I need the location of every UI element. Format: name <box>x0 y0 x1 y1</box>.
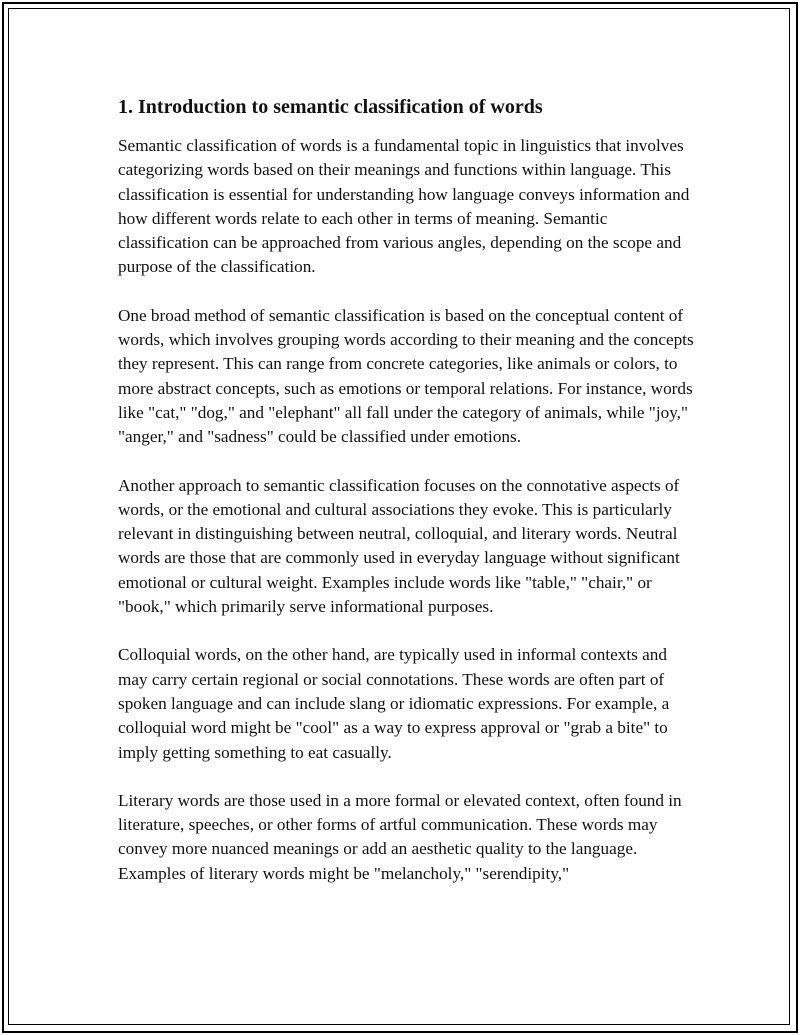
section-heading: 1. Introduction to semantic classification of words <box>118 96 543 118</box>
paragraph-connotative-aspects: Another approach to semantic classification focuses on the connotative aspects of words, or the emotional and cultural associations they evoke. This is particularly relevant in distinguishing between neutral, colloquial, and literary words. Neutral words are those that are commonly used in everyday language without significant emotional or cultural weight. Examples include words like "table," "chair," or "book," which primarily serve informational purposes. <box>118 475 680 617</box>
paragraph-colloquial-words: Colloquial words, on the other hand, are typically used in informal contexts and may carry certain regional or social connotations. These words are often part of spoken language and can include slang or idiomatic expressions. For example, a colloquial word might be "cool" as a way to express approval or "grab a bite" to imply getting something to eat casually. <box>118 645 670 762</box>
document-body <box>118 94 698 910</box>
paragraph-literary-words: Literary words are those used in a more formal or elevated context, often found in literature, speeches, or other forms of artful communication. These words may convey more nuanced meanings or add an aesthetic quality to the language. Examples of literary words might be "melancholy," "serendipity," <box>118 790 682 883</box>
paragraph-conceptual-content: One broad method of semantic classification is based on the conceptual content of words, which involves grouping words according to their meaning and the concepts they represent. This can range from concrete categories, like animals or colors, to more abstract concepts, such as emotions or temporal relations. For instance, words like "cat," "dog," and "elephant" all fall under the category of animals, while "joy," "anger," and "sadness" could be classified under emotions. <box>118 305 694 447</box>
paragraph-intro: Semantic classification of words is a fundamental topic in linguistics that involves categorizing words based on their meanings and functions within language. This classification is essential for understanding how language conveys information and how different words relate to each other in terms of meaning. Semantic classification can be approached from various angles, depending on the scope and purpose of the classification. <box>118 136 690 277</box>
